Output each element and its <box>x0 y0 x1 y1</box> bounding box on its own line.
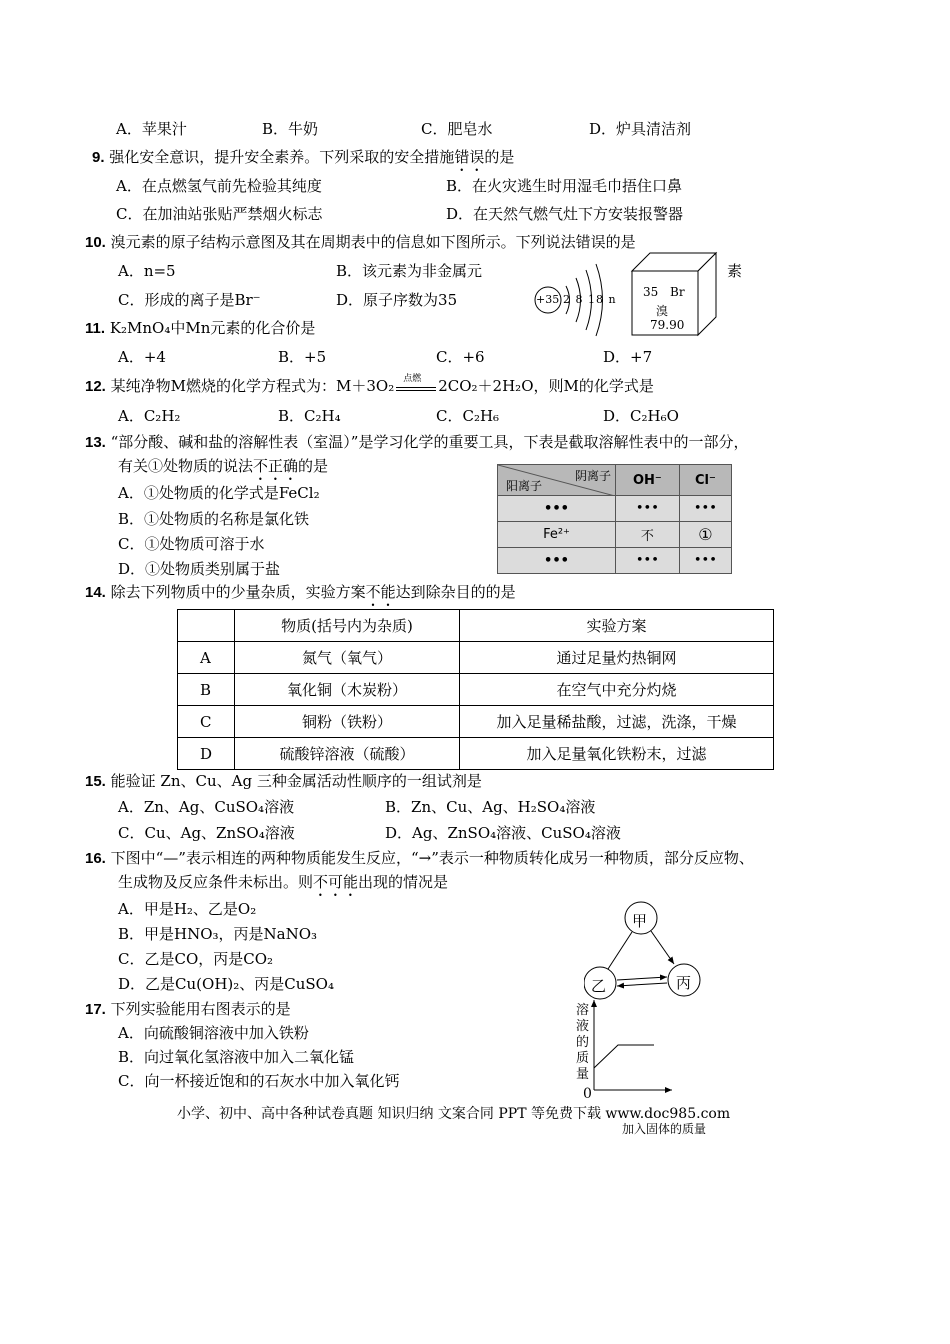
q14-plan-cell: 加入足量氧化铁粉末，过滤 <box>460 738 774 770</box>
corner-cation-label: 阳离子 <box>506 479 543 493</box>
q13-stem-line-2 <box>118 455 328 484</box>
q14-plan-cell: 加入足量稀盐酸，过滤，洗涤，干燥 <box>460 706 774 738</box>
solubility-table <box>497 464 732 574</box>
q10-stem <box>85 231 636 252</box>
solubility-cell-marker: ① <box>679 522 731 548</box>
q13-stem2-text: 有关①处物质的说法 <box>118 457 254 475</box>
reaction-condition-label: 点燃 <box>403 374 422 384</box>
q16-stem-text: 下图中“—”表示相连的两种物质能发生反应，“→”表示一种物质转化成另一种物质，部分反应物、 <box>110 849 754 867</box>
arrow-bing-to-yi <box>617 983 667 986</box>
q13-stem2-emphasis: 不正确 <box>253 457 299 475</box>
q17-number: 17. <box>85 1001 106 1018</box>
reaction-line-jia-yi <box>608 932 632 969</box>
q14-row-label: D <box>178 738 235 770</box>
arrow-yi-to-bing <box>617 977 667 980</box>
q14-header-cell <box>178 610 235 642</box>
q13-option-b: B．①处物质的名称是氯化铁 <box>118 510 310 528</box>
q15-stem-text: 能验证 Zn、Cu、Ag 三种金属活动性顺序的一组试剂是 <box>110 772 482 790</box>
q14-plan-cell: 通过足量灼热铜网 <box>460 642 774 674</box>
q16-option-c: C．乙是CO，丙是CO₂ <box>118 950 274 968</box>
q10-option-b: B．该元素为非金属元 <box>336 262 483 280</box>
graph-y-axis-label: 溶液的质量 <box>576 1003 590 1082</box>
node-bing-label: 丙 <box>676 974 692 992</box>
solubility-col-cl: Cl⁻ <box>679 465 731 496</box>
solubility-cell: ••• <box>616 496 680 522</box>
atom-shells-label: 2 8 18 n <box>563 293 617 306</box>
equation-line-2 <box>396 390 436 391</box>
q16-stem2-tail: 出现的情况是 <box>358 873 449 891</box>
solubility-col-oh: OH⁻ <box>616 465 680 496</box>
cell-atomic-number: 35 <box>643 285 659 299</box>
q9-option-a: A．在点燃氢气前先检验其纯度 <box>116 177 322 195</box>
q16-stem2-emphasis: 不可能 <box>313 873 359 891</box>
solubility-cell: 不 <box>616 522 680 548</box>
q14-row-b <box>178 674 774 706</box>
q11-option-b: B．+5 <box>278 348 327 366</box>
solubility-row-3 <box>498 548 732 574</box>
q14-row-a <box>178 642 774 674</box>
q9-stem-tail: 的是 <box>484 148 515 166</box>
q14-stem <box>85 581 516 610</box>
q14-stem-tail: 达到除杂目的的是 <box>395 583 516 601</box>
q13-stem-text: “部分酸、碱和盐的溶解性表（室温）”是学习化学的重要工具，下表是截取溶解性表中的一部分， <box>110 433 749 451</box>
cell-element-name: 溴 <box>656 304 669 318</box>
q15-number: 15. <box>85 773 106 790</box>
q8-option-d: D．炉具清洁剂 <box>589 120 692 138</box>
q12-number: 12. <box>85 378 106 395</box>
q17-option-a: A．向硫酸铜溶液中加入铁粉 <box>118 1024 309 1042</box>
equation-line-1 <box>396 387 436 388</box>
q10-option-c: C．形成的离子是Br⁻ <box>118 291 261 309</box>
q13-stem2-tail: 的是 <box>298 457 329 475</box>
reaction-condition-sign <box>394 374 438 394</box>
solubility-corner-cell <box>498 465 616 496</box>
q16-option-d: D．乙是Cu(OH)₂、丙是CuSO₄ <box>118 975 334 993</box>
solubility-cation-cell: ••• <box>498 548 616 574</box>
q12-stem <box>85 375 654 396</box>
q12-option-b: B．C₂H₄ <box>278 407 341 425</box>
arrow-jia-to-bing <box>651 931 674 964</box>
q12-stem-tail: 2CO₂＋2H₂O，则M的化学式是 <box>438 377 654 395</box>
q11-option-c: C．+6 <box>436 348 485 366</box>
cell-atomic-mass: 79.90 <box>650 318 685 332</box>
q14-row-label: A <box>178 642 235 674</box>
q14-substance-cell: 氮气（氧气） <box>235 642 460 674</box>
q14-table <box>177 609 774 770</box>
q10-option-a: A．n=5 <box>118 262 176 280</box>
q16-number: 16. <box>85 850 106 867</box>
q17-stem <box>85 998 291 1019</box>
q8-option-a: A．苹果汁 <box>116 120 187 138</box>
q14-stem-text: 除去下列物质中的少量杂质，实验方案 <box>110 583 366 601</box>
q14-stem-emphasis: 不能 <box>365 583 396 601</box>
q14-substance-cell: 氧化铜（木炭粉） <box>235 674 460 706</box>
solubility-header-row <box>498 465 732 496</box>
q11-option-a: A．+4 <box>118 348 166 366</box>
q12-option-c: C．C₂H₆ <box>436 407 500 425</box>
q15-option-b: B．Zn、Cu、Ag、H₂SO₄溶液 <box>385 798 596 816</box>
q9-stem-emphasis: 错误 <box>454 148 485 166</box>
q8-option-c: C．肥皂水 <box>421 120 493 138</box>
node-jia-label: 甲 <box>632 912 648 930</box>
solubility-row-2 <box>498 522 732 548</box>
solubility-cation-cell: Fe²⁺ <box>498 522 616 548</box>
q16-stem-line-2 <box>118 871 448 900</box>
cell-symbol: Br <box>670 285 685 299</box>
mass-graph <box>586 996 676 1096</box>
q15-option-d: D．Ag、ZnSO₄溶液、CuSO₄溶液 <box>385 824 621 842</box>
q12-option-d: D．C₂H₆O <box>603 407 679 425</box>
q9-number: 9. <box>92 149 105 166</box>
q10-option-d: D．原子序数为35 <box>336 291 458 309</box>
q8-option-b: B．牛奶 <box>262 120 319 138</box>
q13-option-c: C．①处物质可溶于水 <box>118 535 265 553</box>
q14-row-label: B <box>178 674 235 706</box>
q17-option-b: B．向过氧化氢溶液中加入二氧化锰 <box>118 1048 355 1066</box>
q17-option-c: C．向一杯接近饱和的石灰水中加入氧化钙 <box>118 1072 400 1090</box>
q16-stem2-text: 生成物及反应条件未标出。则 <box>118 873 314 891</box>
atom-nucleus-label: +35 <box>536 293 560 306</box>
q14-header-cell: 实验方案 <box>460 610 774 642</box>
q12-option-a: A．C₂H₂ <box>118 407 181 425</box>
q14-header-cell: 物质(括号内为杂质) <box>235 610 460 642</box>
q16-stem-line-1 <box>85 847 754 868</box>
q14-number: 14. <box>85 584 106 601</box>
q9-option-c: C．在加油站张贴严禁烟火标志 <box>116 205 323 223</box>
graph-x-axis-label: 加入固体的质量 <box>622 1122 707 1136</box>
node-yi-label: 乙 <box>591 977 607 995</box>
q9-stem <box>92 146 514 175</box>
solubility-cell: ••• <box>616 548 680 574</box>
q11-stem <box>85 317 315 338</box>
q10-stem-text: 溴元素的原子结构示意图及其在周期表中的信息如下图所示。下列说法错误的是 <box>110 233 636 251</box>
q14-header-row <box>178 610 774 642</box>
page-footer: 小学、初中、高中各种试卷真题 知识归纳 文案合同 PPT 等免费下载 www.doc985.com <box>177 1106 731 1122</box>
q15-option-a: A．Zn、Ag、CuSO₄溶液 <box>118 798 295 816</box>
q14-row-label: C <box>178 706 235 738</box>
solubility-cell: ••• <box>679 548 731 574</box>
q14-substance-cell: 硫酸锌溶液（硫酸） <box>235 738 460 770</box>
q9-option-b: B．在火灾逃生时用湿毛巾捂住口鼻 <box>446 177 683 195</box>
q9-option-d: D．在天然气燃气灶下方安装报警器 <box>446 205 684 223</box>
q14-substance-cell: 铜粉（铁粉） <box>235 706 460 738</box>
q11-number: 11. <box>85 320 106 337</box>
q14-plan-cell: 在空气中充分灼烧 <box>460 674 774 706</box>
q10-option-b-tail: 素 <box>727 262 743 280</box>
q14-row-c <box>178 706 774 738</box>
q11-stem-text: K₂MnO₄中Mn元素的化合价是 <box>109 319 316 337</box>
solubility-row-1 <box>498 496 732 522</box>
q11-option-d: D．+7 <box>603 348 653 366</box>
solubility-cell: ••• <box>679 496 731 522</box>
corner-anion-label: 阴离子 <box>574 469 611 483</box>
q13-option-d: D．①处物质类别属于盐 <box>118 560 281 578</box>
q12-stem-text: 某纯净物M燃烧的化学方程式为：M＋3O₂ <box>110 377 395 395</box>
q17-stem-text: 下列实验能用右图表示的是 <box>110 1000 291 1018</box>
q10-number: 10. <box>85 234 106 251</box>
q16-option-b: B．甲是HNO₃，丙是NaNO₃ <box>118 925 318 943</box>
q14-row-d <box>178 738 774 770</box>
q15-option-c: C．Cu、Ag、ZnSO₄溶液 <box>118 824 295 842</box>
q15-stem <box>85 770 482 791</box>
graph-origin-label: 0 <box>583 1086 592 1102</box>
q16-option-a: A．甲是H₂、乙是O₂ <box>118 900 257 918</box>
q13-stem-line-1 <box>85 431 748 452</box>
graph-curve <box>594 1045 654 1068</box>
q9-stem-text: 强化安全意识，提升安全素养。下列采取的安全措施 <box>109 148 455 166</box>
solubility-cation-cell: ••• <box>498 496 616 522</box>
q13-option-a: A．①处物质的化学式是FeCl₂ <box>118 484 320 502</box>
q13-number: 13. <box>85 434 106 451</box>
